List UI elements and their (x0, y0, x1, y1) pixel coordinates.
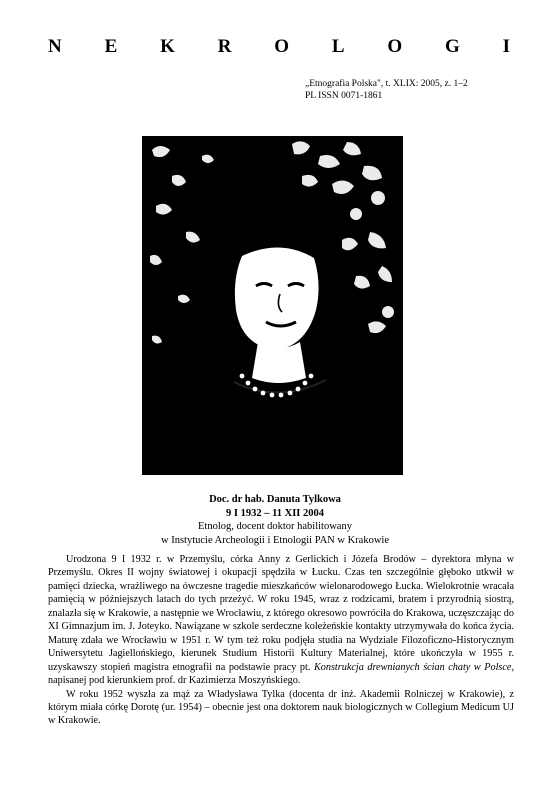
person-name: Doc. dr hab. Danuta Tylkowa (209, 494, 341, 505)
citation-line: „Etnografia Polska", t. XLIX: 2005, z. 1–2 (305, 79, 468, 89)
life-dates: 9 I 1932 – 11 XII 2004 (225, 507, 324, 519)
heading-letter: O (274, 36, 290, 57)
issn-line: PL ISSN 0071-1861 (305, 91, 383, 101)
heading-letter: O (387, 36, 403, 57)
paragraph: W roku 1952 wyszła za mąż za Władysława Tylka (docenta dr inż. Akademii Rolniczej w Krakowie), z którym miała córkę Dorotę (ur. 1954) – obecnie jest ona doktorem nauk biologicznych w Collegium Medicum UJ w Krakowie. (48, 688, 514, 727)
journal-citation (305, 78, 515, 102)
heading-letter: K (160, 36, 175, 57)
paragraph-text: , napisanej pod kierunkiem prof. dr Kazimierza Moszyńskiego. (48, 661, 514, 687)
obituary-text (48, 553, 514, 728)
heading-letter: G (444, 36, 460, 57)
thesis-title: Konstrukcja drewnianych ścian chaty w Polsce (313, 661, 512, 673)
portrait-photo (142, 136, 403, 475)
paragraph (48, 553, 514, 688)
heading-letter: I (502, 36, 510, 57)
heading-letter: R (217, 36, 232, 57)
page-heading (48, 36, 510, 58)
heading-letter: L (331, 36, 345, 57)
paragraph-text: Urodzona 9 I 1932 r. w Przemyślu, córka Anny z Gerlickich i Józefa Brodów – dyrektora młyna w Przemyślu. Okres II wojny światowej i okupacji spędziła w Łucku. Czas ten szczególnie głęboko utkwił w pamięci dziecka, wrażliwego na ówczesne tragedie mieszkańców wielonarodowego Łucka. Wielokrotnie wracała pamięcią w późniejszych latach do tych przeżyć. W roku 1945, wraz z rodzicami, bratem i przyrodnią siostrą, znalazła się w Krakowie, a następnie we Wrocławiu, z którego okresowo powróciła do Krakowa, uczęszczając do XI Gimnazjum im. J. Joteyko. Nawiązane w szkole serdeczne koleżeńskie kontakty utrzymywała do końca życia. Maturę zdała we Wrocławiu w 1951 r. W tym też roku podjęła studia na Wydziale Filozoficzno-Historycznym Uniwersytetu Jagiellońskiego, kierunek Studium Historii Kultury Materialnej, które ukończyła w 1955 r. uzyskawszy stopień magistra etnografii na podstawie pracy pt. (48, 554, 514, 673)
person-affiliation: w Instytucie Archeologii i Etnologii PAN w Krakowie (161, 534, 389, 546)
heading-letter: N (48, 36, 62, 57)
portrait-caption (100, 493, 450, 547)
heading-letter: E (104, 36, 118, 57)
person-role: Etnolog, docent doktor habilitowany (198, 521, 352, 532)
portrait-image (142, 136, 403, 475)
